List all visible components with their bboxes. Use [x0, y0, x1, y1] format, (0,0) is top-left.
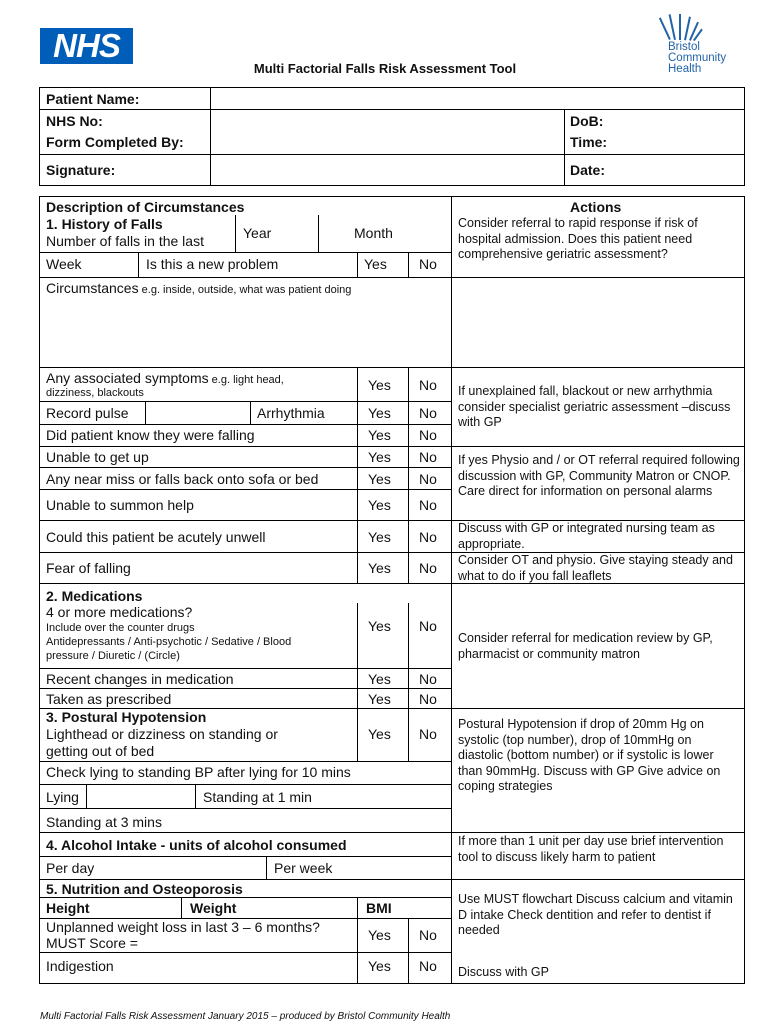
- unable-get-up-yes[interactable]: Yes: [368, 449, 391, 465]
- symptoms-hint1: e.g. light head,: [208, 374, 284, 386]
- org-line1: Bristol: [668, 41, 700, 53]
- new-problem-no[interactable]: No: [419, 256, 437, 272]
- postural-title: 3. Postural Hypotension: [46, 709, 207, 725]
- standing-3min-label: Standing at 3 mins: [46, 814, 162, 830]
- height-label: Height: [46, 900, 90, 916]
- as-prescribed-label: Taken as prescribed: [46, 691, 172, 707]
- postural-q2: getting out of bed: [46, 743, 155, 759]
- medications-note3: pressure / Diuretic / (Circle): [46, 650, 180, 662]
- postural-no[interactable]: No: [419, 726, 437, 742]
- knew-falling-no[interactable]: No: [419, 427, 437, 443]
- week-label: Week: [46, 256, 82, 272]
- acutely-unwell-action: Discuss with GP or integrated nursing team as appropriate.: [458, 521, 715, 551]
- postural-action: Postural Hypotension if drop of 20mm Hg on systolic (top number), drop of 10mmHg on diastolic (bottom number) or if systolic is lower than 90mmHg. Discuss with GP Give advice on coping strategies: [458, 717, 721, 793]
- indigestion-yes[interactable]: Yes: [368, 958, 391, 974]
- medications-action: Consider referral for medication review by GP, pharmacist or community matron: [458, 631, 713, 661]
- weight-loss-no[interactable]: No: [419, 927, 437, 943]
- medications-title: 2. Medications: [46, 588, 143, 604]
- footer: Multi Factorial Falls Risk Assessment January 2015 – produced by Bristol Community Health: [40, 1011, 451, 1022]
- fear-label: Fear of falling: [46, 560, 131, 576]
- pulse-yes[interactable]: Yes: [368, 405, 391, 421]
- as-prescribed-no[interactable]: No: [419, 691, 437, 707]
- medications-question: 4 or more medications?: [46, 604, 193, 620]
- date-label: Date:: [570, 162, 606, 178]
- unable-summon-label: Unable to summon help: [46, 497, 194, 513]
- alcohol-title: 4. Alcohol Intake - units of alcohol consumed: [46, 837, 347, 853]
- symptoms-no[interactable]: No: [419, 377, 437, 393]
- as-prescribed-yes[interactable]: Yes: [368, 691, 391, 707]
- nhs-logo: NHS: [40, 28, 133, 64]
- unable-summon-yes[interactable]: Yes: [368, 497, 391, 513]
- nutrition-action: Use MUST flowchart Discuss calcium and vitamin D intake Check dentition and refer to dentist if needed: [458, 892, 733, 937]
- patient-name-label: Patient Name:: [46, 91, 140, 107]
- symptoms-action: If unexplained fall, blackout or new arrhythmia consider specialist geriatric assessment –discuss with GP: [458, 384, 731, 429]
- unable-summon-no[interactable]: No: [419, 497, 437, 513]
- arrhythmia-label: Arrhythmia: [257, 405, 325, 421]
- postural-yes[interactable]: Yes: [368, 726, 391, 742]
- symptoms-title: Any associated symptoms: [46, 370, 209, 386]
- org-line2: Community: [668, 52, 727, 64]
- symptoms-yes[interactable]: Yes: [368, 377, 391, 393]
- medications-no[interactable]: No: [419, 618, 437, 634]
- recent-changes-yes[interactable]: Yes: [368, 671, 391, 687]
- knew-falling-yes[interactable]: Yes: [368, 427, 391, 443]
- knew-falling-label: Did patient know they were falling: [46, 427, 255, 443]
- circumstances-title: Circumstances: [46, 280, 139, 296]
- falls-count-label: Number of falls in the last: [46, 233, 204, 249]
- alcohol-action: If more than 1 unit per day use brief intervention tool to discuss likely harm to patient: [458, 834, 724, 864]
- must-score-label: MUST Score =: [46, 935, 138, 951]
- weight-loss-yes[interactable]: Yes: [368, 927, 391, 943]
- physio-action: If yes Physio and / or OT referral required following discussion with GP, Community Matron or CNOP. Care direct for information on personal alarms: [458, 453, 740, 498]
- standing-1min-label: Standing at 1 min: [203, 789, 312, 805]
- unable-get-up-label: Unable to get up: [46, 449, 149, 465]
- new-problem-label: Is this a new problem: [146, 256, 279, 272]
- time-label: Time:: [570, 134, 608, 150]
- new-problem-yes[interactable]: Yes: [364, 256, 387, 272]
- fear-no[interactable]: No: [419, 560, 437, 576]
- weight-loss-label: Unplanned weight loss in last 3 – 6 months?: [46, 919, 320, 935]
- medications-yes[interactable]: Yes: [368, 618, 391, 634]
- page-title: Multi Factorial Falls Risk Assessment Tool: [253, 61, 517, 76]
- org-line3: Health: [668, 63, 702, 75]
- fear-yes[interactable]: Yes: [368, 560, 391, 576]
- recent-changes-no[interactable]: No: [419, 671, 437, 687]
- record-pulse-label: Record pulse: [46, 405, 129, 421]
- medications-note2: Antidepressants / Anti-psychotic / Sedative / Blood: [46, 636, 292, 648]
- circumstances-label: [46, 280, 351, 296]
- near-miss-label: Any near miss or falls back onto sofa or bed: [46, 471, 319, 487]
- pulse-no[interactable]: No: [419, 405, 437, 421]
- bmi-label: BMI: [366, 900, 392, 916]
- recent-changes-label: Recent changes in medication: [46, 671, 234, 687]
- signature-label: Signature:: [46, 162, 116, 178]
- history-action: Consider referral to rapid response if risk of hospital admission. Does this patient need comprehensive geriatric assessment?: [458, 216, 698, 261]
- near-miss-no[interactable]: No: [419, 471, 437, 487]
- postural-q1: Lighthead or dizziness on standing or: [46, 726, 278, 742]
- fear-action: Consider OT and physio. Give staying steady and what to do if you fall leaflets: [458, 553, 733, 583]
- weight-label: Weight: [190, 900, 237, 916]
- completed-by-label: Form Completed By:: [46, 134, 184, 150]
- actions-header: Actions: [570, 199, 622, 215]
- dob-label: DoB:: [570, 113, 604, 129]
- unable-get-up-no[interactable]: No: [419, 449, 437, 465]
- nhs-no-label: NHS No:: [46, 113, 103, 129]
- acutely-unwell-label: Could this patient be acutely unwell: [46, 529, 266, 545]
- medications-note1: Include over the counter drugs: [46, 622, 195, 634]
- nutrition-title: 5. Nutrition and Osteoporosis: [46, 881, 243, 897]
- history-title: 1. History of Falls: [46, 216, 163, 232]
- year-label: Year: [243, 225, 272, 241]
- circumstances-hint: e.g. inside, outside, what was patient doing: [138, 284, 352, 296]
- acutely-unwell-yes[interactable]: Yes: [368, 529, 391, 545]
- symptoms-hint2: dizziness, blackouts: [46, 387, 144, 399]
- symptoms-label: [46, 370, 284, 386]
- month-label: Month: [354, 225, 393, 241]
- acutely-unwell-no[interactable]: No: [419, 529, 437, 545]
- per-day-label: Per day: [46, 860, 95, 876]
- actions-divider: [451, 196, 452, 984]
- indigestion-label: Indigestion: [46, 958, 114, 974]
- lying-label: Lying: [46, 789, 79, 805]
- assessment-table: [39, 196, 745, 984]
- per-week-label: Per week: [274, 860, 333, 876]
- indigestion-action: Discuss with GP: [458, 965, 549, 979]
- indigestion-no[interactable]: No: [419, 958, 437, 974]
- bp-check-label: Check lying to standing BP after lying for 10 mins: [46, 764, 351, 780]
- near-miss-yes[interactable]: Yes: [368, 471, 391, 487]
- description-header: Description of Circumstances: [46, 199, 245, 215]
